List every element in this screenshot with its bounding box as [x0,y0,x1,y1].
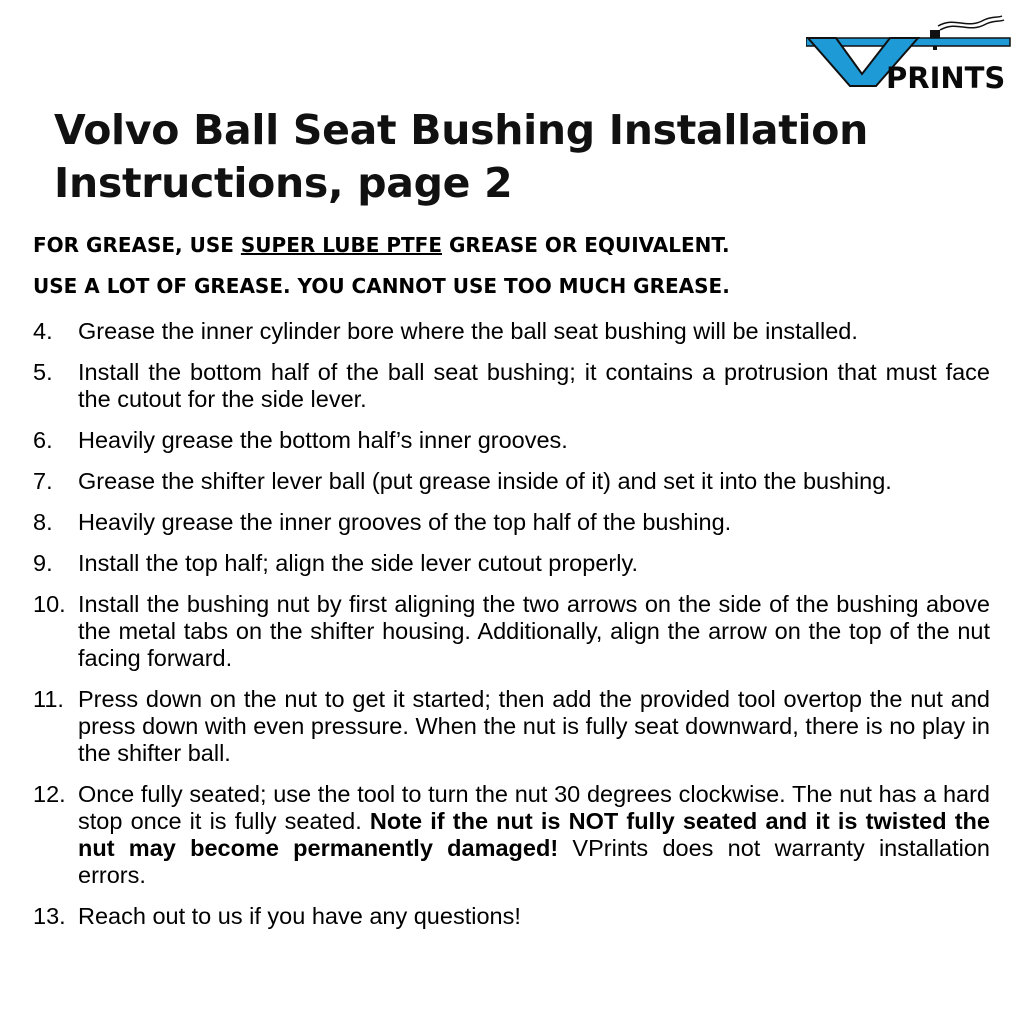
step-text: Install the bottom half of the ball seat bushing; it contains a protrusion that must face the cutout for the side lever. [78,359,990,412]
logo-text: PRINTS [886,61,1006,95]
warning-text: Note if the nut is NOT fully seated and it is twisted the nut may become permanently damaged! [78,808,990,861]
step-text: Install the bushing nut by first aligning the two arrows on the side of the bushing above the metal tabs on the shifter housing. Additionally, align the arrow on the top of the nut facing forward. [78,591,990,671]
step-number: 8. [33,509,53,535]
step-text: Install the top half; align the side lever cutout properly. [78,550,638,576]
instruction-steps [33,318,990,944]
grease-type-note: FOR GREASE, USE SUPER LUBE PTFE GREASE OR EQUIVALENT. [33,233,730,257]
page-title: Volvo Ball Seat Bushing Installation Instructions, page 2 [54,106,869,207]
step-number: 12. [33,781,66,807]
step-number: 10. [33,591,66,617]
step-text: Press down on the nut to get it started; then add the provided tool overtop the nut and press down with even pressure. When the nut is fully seat downward, there is no play in the shifter ball. [78,686,990,766]
step-item [33,468,990,495]
step-text: Heavily grease the bottom half’s inner grooves. [78,427,568,453]
vprints-logo [806,12,1012,95]
step-item [33,550,990,577]
step-item [33,509,990,536]
step-number: 5. [33,359,53,385]
step-item [33,359,990,413]
step-item [33,781,990,889]
step-text: Grease the shifter lever ball (put grease inside of it) and set it into the bushing. [78,468,892,494]
step-number: 13. [33,903,66,929]
grease-product-name: SUPER LUBE PTFE [240,233,442,257]
step-text: Once fully seated; use the tool to turn the nut 30 degrees clockwise. The nut has a hard stop once it is fully seated. Note if the nut is NOT fully seated and it is twisted the nut may become permanently damaged! VPrints does not warranty installation errors. [78,781,991,888]
step-item [33,686,990,767]
grease-amount-note: USE A LOT OF GREASE. YOU CANNOT USE TOO MUCH GREASE. [33,274,730,298]
step-text: Heavily grease the inner grooves of the top half of the bushing. [78,509,732,535]
step-number: 6. [33,427,53,453]
step-number: 11. [33,686,64,712]
step-item [33,903,990,930]
step-item [33,318,990,345]
step-text: Reach out to us if you have any questions! [78,903,521,929]
step-item [33,427,990,454]
step-number: 4. [33,318,53,344]
step-text: Grease the inner cylinder bore where the ball seat bushing will be installed. [78,318,858,344]
grease-notes [33,232,993,314]
step-number: 7. [33,468,53,494]
step-number: 9. [33,550,53,576]
step-item [33,591,990,672]
